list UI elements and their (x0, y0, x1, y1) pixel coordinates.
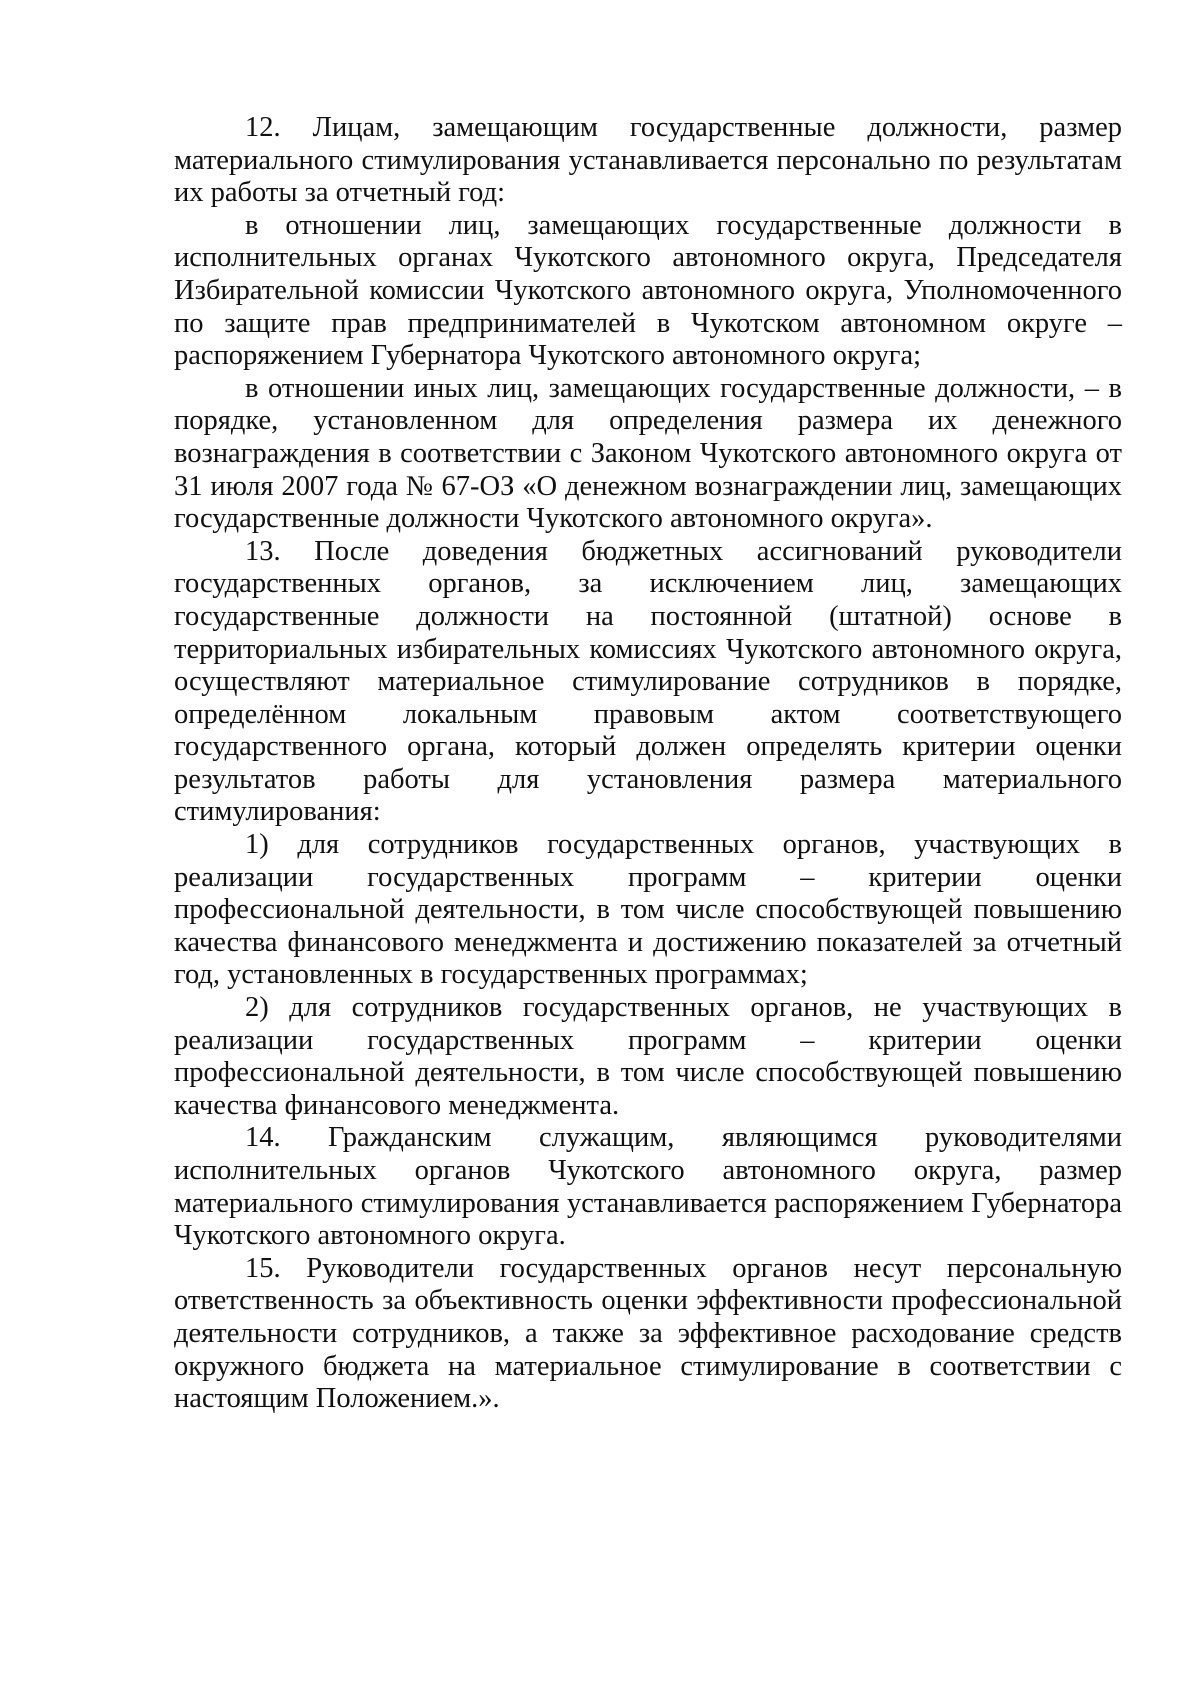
document-body (174, 112, 1122, 1416)
paragraph-13-item-2: 2) для сотрудников государственных органов, не участвующих в реализации государственных программ – критерии оценки профессиональной деятельности, в том числе способствующей повышению качества финансового менеджмента. (174, 992, 1122, 1121)
paragraph-13-item-1: 1) для сотрудников государственных органов, участвующих в реализации государственных программ – критерии оценки профессиональной деятельности, в том числе способствующей повышению качества финансового менеджмента и достижению показателей за отчетный год, установленных в государственных программах; (174, 829, 1122, 991)
paragraph-12-executive-bodies: в отношении лиц, замещающих государственные должности в исполнительных органах Чукотского автономного округа, Председателя Избирательной комиссии Чукотского автономного округа, Уполномоченного по защите прав предпринимателей в Чукотском автономном округе – распоряжением Губернатора Чукотского автономного округа; (174, 209, 1122, 372)
paragraph-15: 15. Руководители государственных органов несут персональную ответственность за объективность оценки эффективности профессиональной деятельности сотрудников, а также за эффективное расходование средств окружного бюджета на материальное стимулирование в соответствии с настоящим Положением.». (174, 1252, 1122, 1415)
paragraph-12-intro: 12. Лицам, замещающим государственные должности, размер материального стимулирования устанавливается персонально по результатам их работы за отчетный год: (174, 112, 1122, 209)
paragraph-12-other-persons: в отношении иных лиц, замещающих государственные должности, – в порядке, установленном для определения размера их денежного вознаграждения в соответствии с Законом Чукотского автономного округа от 31 июля 2007 года № 67-ОЗ «О денежном вознаграждении лиц, замещающих государственные должности Чукотского автономного округа». (174, 372, 1122, 535)
paragraph-13-intro: 13. После доведения бюджетных ассигнований руководители государственных органов, за исключением лиц, замещающих государственные должности на постоянной (штатной) основе в территориальных избирательных комиссиях Чукотского автономного округа, осуществляют материальное стимулирование сотрудников в порядке, определённом локальным правовым актом соответствующего государственного органа, который должен определять критерии оценки результатов работы для установления размера материального стимулирования: (174, 535, 1122, 828)
paragraph-14: 14. Гражданским служащим, являющимся руководителями исполнительных органов Чукотского автономного округа, размер материального стимулирования устанавливается распоряжением Губернатора Чукотского автономного округа. (174, 1122, 1122, 1252)
